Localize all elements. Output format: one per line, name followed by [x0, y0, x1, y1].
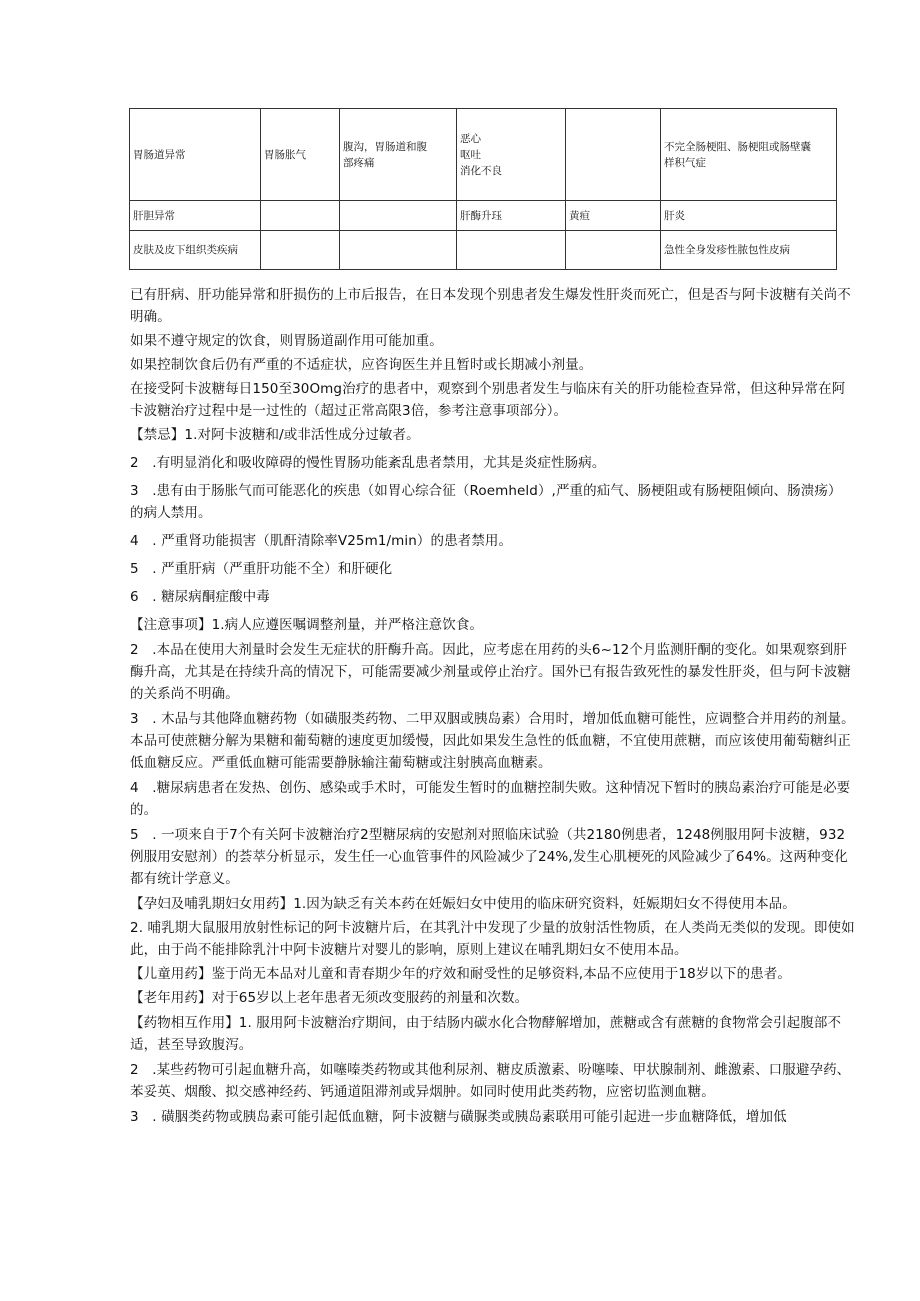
paragraph: 5 . 一项来自于7个有关阿卡波糖治疗2型糖尿病的安慰剂对照临床试验（共2180例患者，1248例服用阿卡波糖，932例服用安慰剂）的荟萃分析显示，发生任一心血管事件的风险减少了24%,发生心肌梗死的风险减少了64%。这两种变化都有统计学意义。	[130, 827, 848, 887]
cell-line: 呕吐	[460, 148, 481, 161]
paragraph: 4 . 严重肾功能损害（肌酐清除率V25m1∕min）的患者禁用。	[130, 533, 513, 549]
paragraph: 在接受阿卡波糖每日150至30Omg治疗的患者中，观察到个别患者发生与临床有关的肝功能检查异常，但这种异常在阿卡波糖治疗过程中是一过性的（超过正常高限3倍，参考注意事项部分）。	[130, 381, 846, 419]
paragraph: 3 .患有由于肠胀气而可能恶化的疾患（如胃心综合征（Roemheld）,严重的疝气、肠梗阻或有肠梗阻倾向、肠溃疡）的病人禁用。	[130, 483, 842, 521]
paragraph: 3 . 木品与其他降血糖药物（如磺服类药物、二甲双胭或胰岛素）合用时，增加低血糖可能性，应调整合并用药的剂量。本品可使蔗糖分解为果糖和葡萄糖的速度更加缓慢，因此如果发生急性的低血糖，不宜使用蔗糖，而应该使用葡萄糖纠正低血糖反应。严重低血糖可能需要静脉输注葡萄糖或注射胰高血糖素。	[130, 711, 855, 771]
table-cell: 皮肤及皮下组织类疾病	[130, 231, 261, 270]
table-cell	[661, 109, 837, 201]
paragraph: 【注意事项】1.病人应遵医嘱调整剂量，并严格注意饮食。	[130, 617, 484, 633]
table-row	[130, 109, 837, 201]
paragraph: 【孕妇及哺乳期妇女用药】1.因为缺乏有关本药在妊娠妇女中使用的临床研究资料，妊娠期妇女不得使用本品。	[130, 896, 796, 912]
table-row	[130, 201, 837, 231]
table-cell: 胃肠胀气	[261, 109, 340, 201]
paragraph: 5 . 严重肝病（严重肝功能不全）和肝硬化	[130, 561, 393, 577]
table-cell	[457, 109, 566, 201]
paragraph: 【老年用药】对于65岁以上老年患者无须改变服药的剂量和次数。	[130, 990, 529, 1006]
table-cell	[457, 231, 566, 270]
paragraph: 【药物相互作用】1. 服用阿卡波糖治疗期间，由于结肠内碳水化合物酵解增加，蔗糖或含有蔗糖的食物常会引起腹部不适，甚至导致腹泻。	[130, 1015, 842, 1053]
paragraph: 4 .糖尿病患者在发热、创伤、感染或手术时，可能发生暂时的血糖控制失败。这种情况下暂时的胰岛素治疗可能是必要的。	[130, 780, 851, 818]
table-cell	[261, 201, 340, 231]
paragraph: 【禁忌】1.对阿卡波糖和/或非活性成分过敏者。	[130, 427, 420, 443]
paragraph: 如果不遵守规定的饮食，则胃肠道副作用可能加重。	[130, 333, 443, 349]
table-row	[130, 231, 837, 270]
table-cell	[340, 201, 457, 231]
table-cell: 急性全身发疹性脓包性皮病	[661, 231, 837, 270]
paragraph: 如果控制饮食后仍有严重的不适症状，应咨询医生并且暂时或长期减小剂量。	[130, 357, 593, 373]
table-cell	[566, 231, 661, 270]
paragraph: 6 . 糖尿病酮症酸中毒	[130, 589, 270, 605]
document-body	[130, 284, 855, 1128]
table-cell	[340, 231, 457, 270]
paragraph: 2. 哺乳期大鼠服用放射性标记的阿卡波糖片后，在其乳汁中发现了少量的放射活性物质，在人类尚无类似的发现。即使如此，由于尚不能排除乳汁中阿卡波糖片对婴儿的影响，原则上建议在哺乳期妇女不使用本品。	[130, 920, 855, 958]
table-cell	[566, 109, 661, 201]
paragraph: 3 . 磺胭类药物或胰岛素可能引起低血糖，阿卡波糖与磺脲类或胰岛素联用可能引起进一步血糖降低，增加低	[130, 1109, 787, 1125]
cell-line: 样积气症	[664, 156, 706, 169]
paragraph: 2 .有明显消化和吸收障碍的慢性胃肠功能紊乱患者禁用，尤其是炎症性肠病。	[130, 455, 606, 471]
paragraph: 2 .某些药物可引起血糖升高，如噻嗪类药物或其他利尿剂、糖皮质激素、吩噻嗪、甲状腺制剂、雌激素、口服避孕药、苯妥英、烟酸、拟交感神经药、钙通道阻滞剂或异烟肿。如同时使用此类药物，应密切监测血糖。	[130, 1062, 851, 1100]
cell-line: 消化不良	[460, 164, 502, 177]
table-cell: 黄疸	[566, 201, 661, 231]
table-cell	[340, 109, 457, 201]
cell-line: 恶心	[460, 132, 481, 145]
cell-line: 不完全肠梗阻、肠梗阻或肠壁囊	[664, 140, 811, 153]
paragraph: 2 .本品在使用大剂量时会发生无症状的肝酶升高。因此，应考虑在用药的头6~12个月监测肝酮的变化。如果观察到肝酶升高，尤其是在持续升高的情况下，可能需要减少剂量或停止治疗。国外已有报告致死性的暴发性肝炎，但与阿卡波糖的关系尚不明确。	[130, 642, 851, 702]
cell-line: 腹沟，胃肠道和腹	[343, 140, 427, 153]
table-cell	[261, 231, 340, 270]
table-cell: 肝炎	[661, 201, 837, 231]
adverse-events-table	[129, 108, 837, 270]
paragraph: 【儿童用药】鉴于尚无本品对儿童和青春期少年的疗效和耐受性的足够资料,本品不应使用于18岁以下的患者。	[130, 966, 791, 982]
paragraph: 已有肝病、肝功能异常和肝损伤的上市后报告，在日本发现个别患者发生爆发性肝炎而死亡，但是否与阿卡波糖有关尚不明确。	[130, 287, 851, 325]
cell-line: 部疼痛	[343, 156, 375, 169]
table-cell: 胃肠道异常	[130, 109, 261, 201]
table-cell: 肝胆异常	[130, 201, 261, 231]
table-cell: 肝酶升珏	[457, 201, 566, 231]
